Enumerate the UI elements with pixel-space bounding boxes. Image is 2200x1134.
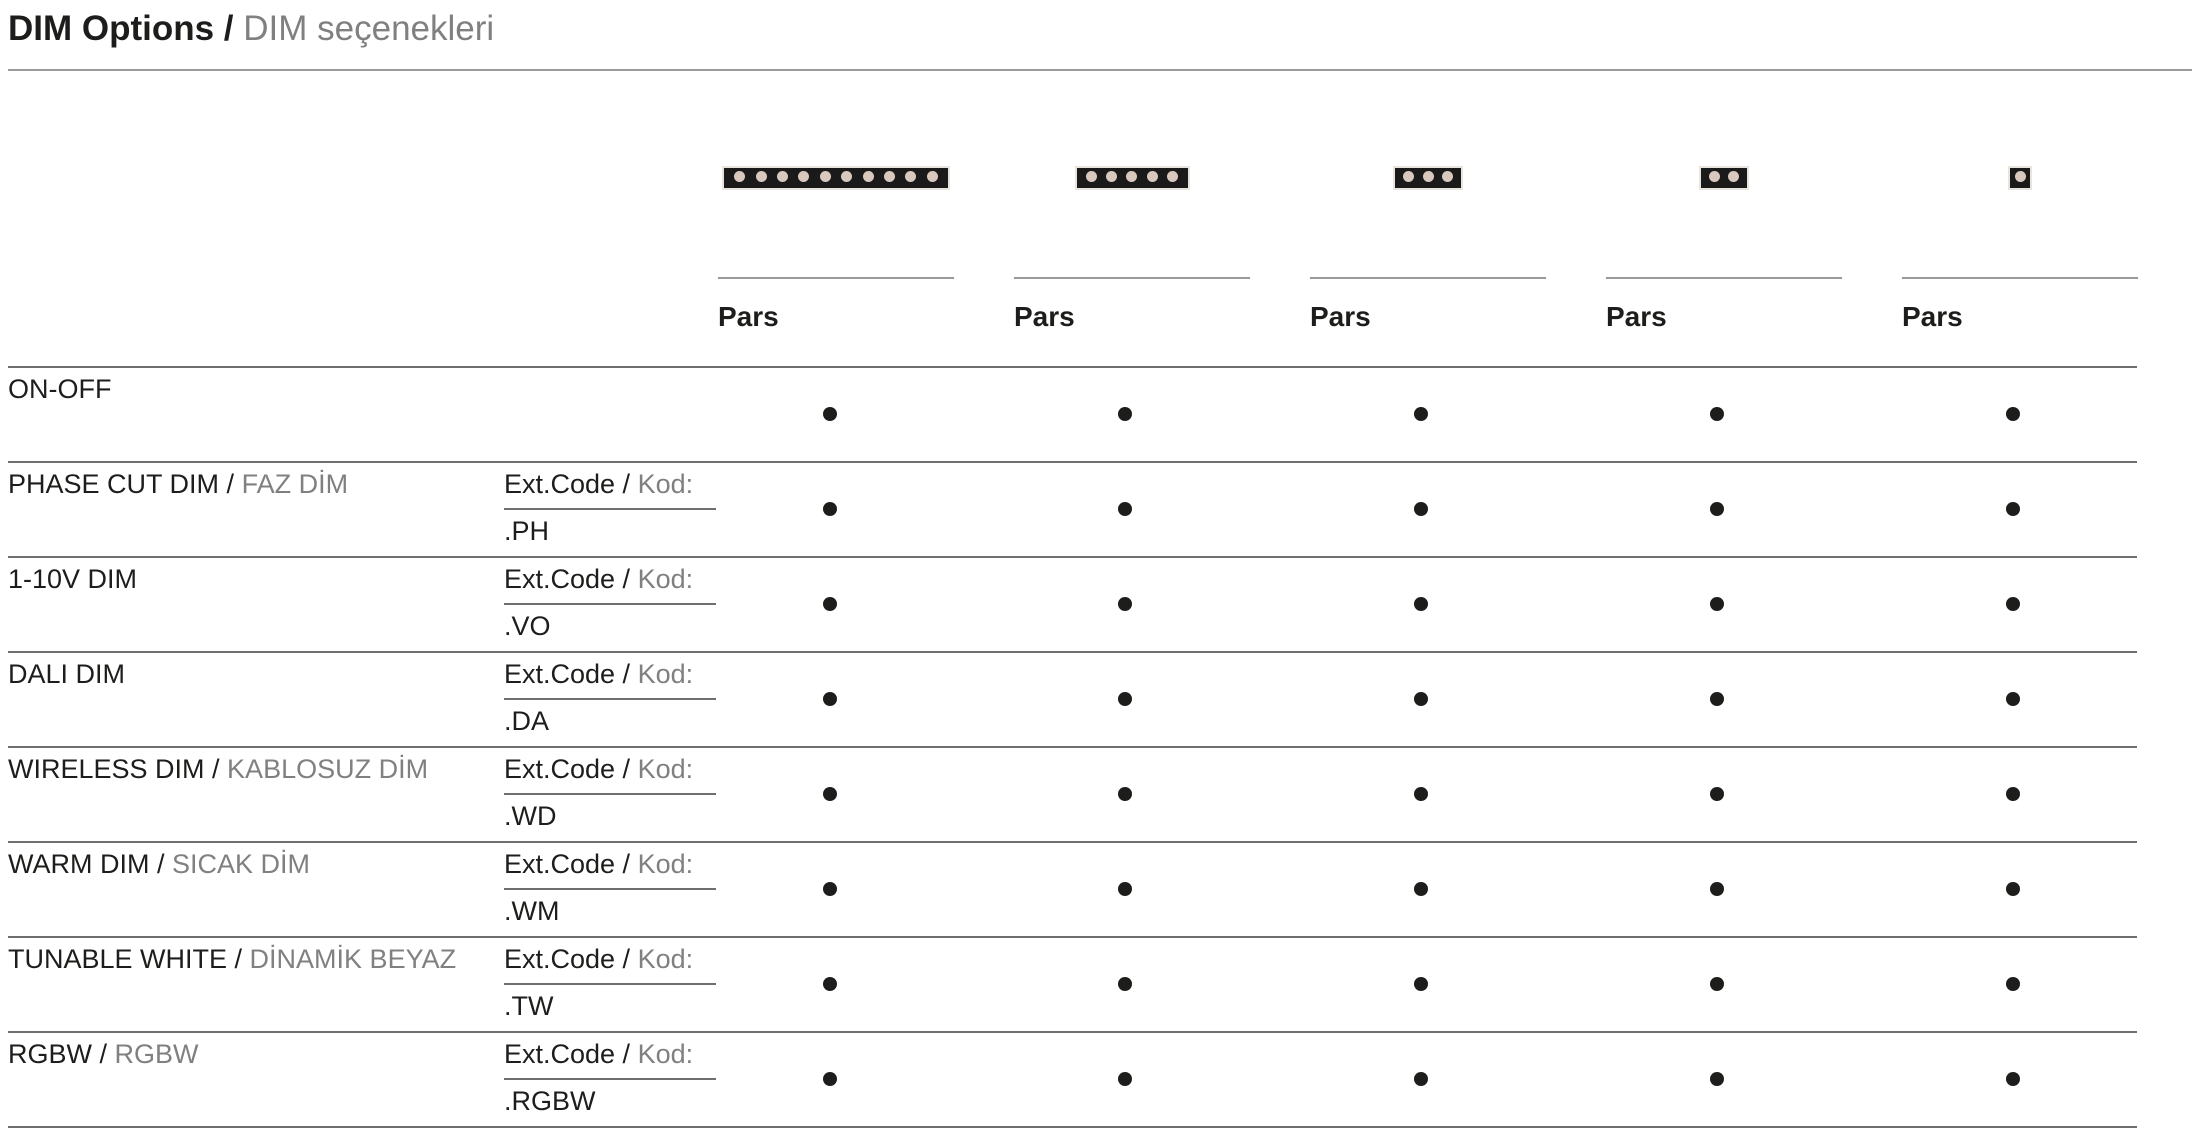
availability-bullet-icon	[1118, 1072, 1132, 1086]
ext-code-label-turkish: Kod:	[637, 564, 694, 594]
fixture-housing	[1075, 166, 1190, 190]
option-name-turkish: RGBW	[114, 1039, 199, 1069]
ext-code-label	[504, 847, 693, 881]
ext-code-label-turkish: Kod:	[637, 469, 694, 499]
code-divider	[504, 1078, 716, 1080]
ext-code-value: .VO	[504, 611, 551, 641]
ext-code-label	[504, 1037, 693, 1071]
product-image	[1606, 160, 1842, 196]
ext-code-value: .PH	[504, 516, 550, 546]
availability-bullet-icon	[2006, 502, 2020, 516]
availability-bullet-icon	[2006, 692, 2020, 706]
availability-bullet-icon	[1414, 407, 1428, 421]
row-divider	[8, 461, 2137, 463]
code-divider	[504, 983, 716, 985]
option-name-english: WIRELESS DIM /	[8, 754, 220, 784]
availability-bullet-icon	[1710, 502, 1724, 516]
ext-code-label	[504, 657, 693, 691]
column-header: Pars	[718, 301, 779, 332]
led-cell-icon	[1147, 171, 1158, 182]
single-cell-downlight-icon	[2008, 160, 2032, 196]
led-cell-icon	[863, 171, 874, 182]
fixture-housing	[1699, 166, 1749, 190]
availability-bullet-icon	[1414, 692, 1428, 706]
led-cell-icon	[1086, 171, 1097, 182]
ext-code-value: .WM	[504, 896, 560, 926]
column-header: Pars	[1902, 301, 1963, 332]
availability-bullet-icon	[823, 407, 837, 421]
column-divider	[1014, 277, 1250, 279]
ext-code-label-turkish: Kod:	[637, 849, 694, 879]
column-divider	[1606, 277, 1842, 279]
availability-bullet-icon	[2006, 1072, 2020, 1086]
led-cell-icon	[1106, 171, 1117, 182]
led-cell-icon	[777, 171, 788, 182]
availability-bullet-icon	[823, 597, 837, 611]
ext-code-label	[504, 942, 693, 976]
availability-bullet-icon	[2006, 407, 2020, 421]
option-label	[8, 467, 348, 501]
ext-code-label-english: Ext.Code /	[504, 564, 631, 594]
availability-bullet-icon	[1118, 692, 1132, 706]
availability-bullet-icon	[2006, 787, 2020, 801]
product-image	[718, 160, 954, 196]
option-name-english: TUNABLE WHITE /	[8, 944, 243, 974]
availability-bullet-icon	[1710, 787, 1724, 801]
availability-bullet-icon	[823, 1072, 837, 1086]
availability-bullet-icon	[1118, 977, 1132, 991]
option-name-turkish: SICAK DİM	[172, 849, 311, 879]
linear-10-cell-downlight-icon	[722, 160, 950, 196]
row-divider	[8, 746, 2137, 748]
row-divider	[8, 841, 2137, 843]
ext-code-label-english: Ext.Code /	[504, 469, 631, 499]
column-divider	[1310, 277, 1546, 279]
led-cell-icon	[820, 171, 831, 182]
availability-bullet-icon	[1414, 977, 1428, 991]
product-image	[1014, 160, 1250, 196]
code-divider	[504, 603, 716, 605]
ext-code-value: .TW	[504, 991, 554, 1021]
row-divider	[8, 651, 2137, 653]
led-cell-icon	[1126, 171, 1137, 182]
ext-code-label	[504, 752, 693, 786]
ext-code-label	[504, 467, 693, 501]
linear-2-cell-downlight-icon	[1699, 160, 1749, 196]
column-divider	[718, 277, 954, 279]
availability-bullet-icon	[1118, 787, 1132, 801]
code-divider	[504, 888, 716, 890]
column-header: Pars	[1014, 301, 1075, 332]
row-divider	[8, 1126, 2137, 1128]
fixture-housing	[2008, 166, 2032, 190]
option-label	[8, 1037, 199, 1071]
availability-bullet-icon	[1710, 1072, 1724, 1086]
option-name-english: 1-10V DIM	[8, 564, 138, 594]
availability-bullet-icon	[1414, 882, 1428, 896]
option-label	[8, 752, 428, 786]
availability-bullet-icon	[1118, 407, 1132, 421]
availability-bullet-icon	[1414, 1072, 1428, 1086]
ext-code-label-turkish: Kod:	[637, 944, 694, 974]
page-title-english: DIM Options /	[8, 9, 234, 48]
ext-code-label-english: Ext.Code /	[504, 754, 631, 784]
availability-bullet-icon	[1710, 692, 1724, 706]
availability-bullet-icon	[823, 692, 837, 706]
ext-code-label-turkish: Kod:	[637, 1039, 694, 1069]
availability-bullet-icon	[823, 882, 837, 896]
ext-code-label-turkish: Kod:	[637, 659, 694, 689]
ext-code-label-english: Ext.Code /	[504, 849, 631, 879]
led-cell-icon	[841, 171, 852, 182]
led-cell-icon	[905, 171, 916, 182]
availability-bullet-icon	[2006, 977, 2020, 991]
product-image	[1310, 160, 1546, 196]
availability-bullet-icon	[1118, 502, 1132, 516]
page-title	[8, 8, 494, 50]
led-cell-icon	[884, 171, 895, 182]
column-header: Pars	[1310, 301, 1371, 332]
ext-code-label-turkish: Kod:	[637, 754, 694, 784]
code-divider	[504, 508, 716, 510]
option-label	[8, 657, 125, 691]
led-cell-icon	[756, 171, 767, 182]
availability-bullet-icon	[1118, 882, 1132, 896]
availability-bullet-icon	[1710, 977, 1724, 991]
ext-code-label-english: Ext.Code /	[504, 659, 631, 689]
availability-bullet-icon	[1414, 787, 1428, 801]
availability-bullet-icon	[2006, 882, 2020, 896]
led-cell-icon	[1167, 171, 1178, 182]
linear-3-cell-downlight-icon	[1393, 160, 1463, 196]
led-cell-icon	[734, 171, 745, 182]
ext-code-label-english: Ext.Code /	[504, 944, 631, 974]
availability-bullet-icon	[2006, 597, 2020, 611]
product-image	[1902, 160, 2138, 196]
led-cell-icon	[798, 171, 809, 182]
option-label	[8, 562, 137, 596]
row-divider	[8, 936, 2137, 938]
ext-code-value: .DA	[504, 706, 550, 736]
led-cell-icon	[1728, 171, 1739, 182]
availability-bullet-icon	[823, 787, 837, 801]
option-name-english: PHASE CUT DIM /	[8, 469, 235, 499]
page-title-turkish: DIM seçenekleri	[243, 9, 495, 48]
option-label	[8, 847, 310, 881]
availability-bullet-icon	[1710, 407, 1724, 421]
option-name-english: WARM DIM /	[8, 849, 165, 879]
availability-bullet-icon	[1414, 597, 1428, 611]
code-divider	[504, 698, 716, 700]
row-divider	[8, 556, 2137, 558]
row-divider	[8, 1031, 2137, 1033]
option-label	[8, 372, 111, 406]
linear-5-cell-downlight-icon	[1075, 160, 1190, 196]
column-divider	[1902, 277, 2138, 279]
led-cell-icon	[1442, 171, 1453, 182]
led-cell-icon	[1423, 171, 1434, 182]
option-name-turkish: KABLOSUZ DİM	[227, 754, 429, 784]
ext-code-value: .WD	[504, 801, 557, 831]
column-header: Pars	[1606, 301, 1667, 332]
ext-code-label-english: Ext.Code /	[504, 1039, 631, 1069]
ext-code-label	[504, 562, 693, 596]
availability-bullet-icon	[1710, 597, 1724, 611]
fixture-housing	[1393, 166, 1463, 190]
option-name-turkish: DİNAMİK BEYAZ	[249, 944, 457, 974]
option-name-english: ON-OFF	[8, 374, 112, 404]
availability-bullet-icon	[1118, 597, 1132, 611]
led-cell-icon	[1709, 171, 1720, 182]
led-cell-icon	[927, 171, 938, 182]
led-cell-icon	[2015, 171, 2026, 182]
fixture-housing	[722, 166, 950, 190]
availability-bullet-icon	[823, 502, 837, 516]
option-name-turkish: FAZ DİM	[241, 469, 349, 499]
availability-bullet-icon	[1710, 882, 1724, 896]
row-divider	[8, 366, 2137, 368]
availability-bullet-icon	[1414, 502, 1428, 516]
option-name-english: RGBW /	[8, 1039, 107, 1069]
option-label	[8, 942, 456, 976]
led-cell-icon	[1403, 171, 1414, 182]
availability-bullet-icon	[823, 977, 837, 991]
option-name-english: DALI DIM	[8, 659, 126, 689]
code-divider	[504, 793, 716, 795]
ext-code-value: .RGBW	[504, 1086, 596, 1116]
title-divider	[8, 69, 2192, 71]
